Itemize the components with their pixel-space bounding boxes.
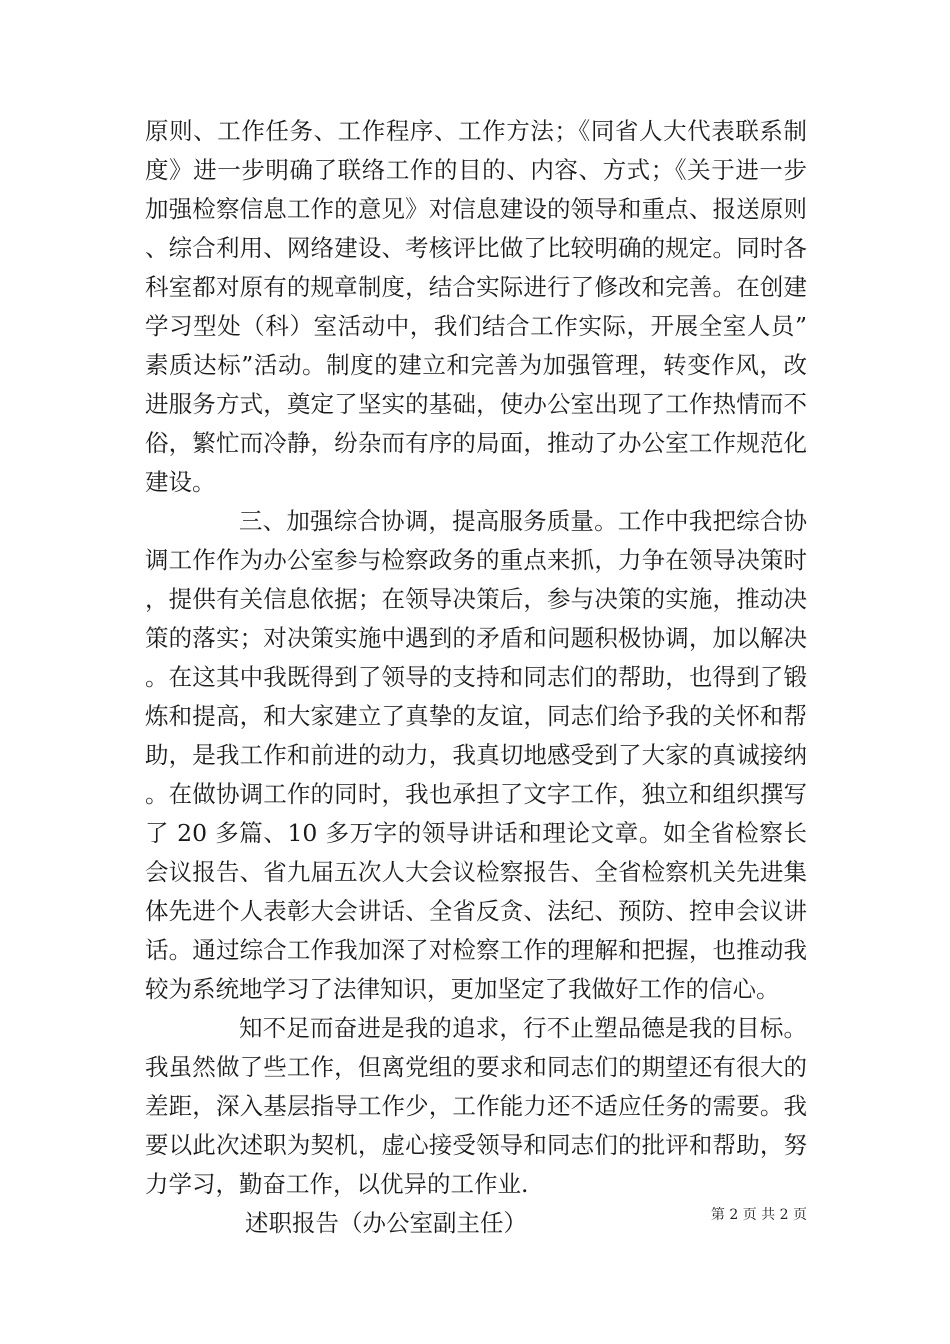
page-number: 第 2 页 共 2 页 xyxy=(710,1207,807,1223)
paragraph-conclusion: 知不足而奋进是我的追求，行不止塑品德是我的目标。我虽然做了些工作，但离党组的要求和同志们的期望还有很大的差距，深入基层指导工作少，工作能力还不适应任务的需要。我要以此次述职为契机，虚心接受领导和同志们的批评和帮助，努力学习，勤奋工作，以优异的工作业. xyxy=(145,1014,807,1198)
document-body xyxy=(145,112,807,1243)
paragraph-coordination: 三、加强综合协调，提高服务质量。工作中我把综合协调工作作为办公室参与检察政务的重点来抓，力争在领导决策时，提供有关信息依据；在领导决策后，参与决策的实施，推动决策的落实；对决策实施中遇到的矛盾和问题积极协调，加以解决。在这其中我既得到了领导的支持和同志们的帮助，也得到了锻炼和提高，和大家建立了真挚的友谊，同志们给予我的关怀和帮助，是我工作和前进的动力，我真切地感受到了大家的真诚接纳。在做协调工作的同时，我也承担了文字工作，独立和组织撰写了 20 多篇、10 多万字的领导讲话和理论文章。如全省检察长会议报告、省九届五次人大会议检察报告、全省检察机关先进集体先进个人表彰大会讲话、全省反贪、法纪、预防、控申会议讲话。通过综合工作我加深了对检察工作的理解和把握，也推动我较为系统地学习了法律知识，更加坚定了我做好工作的信心。 xyxy=(145,507,807,1003)
paragraph-rules: 原则、工作任务、工作程序、工作方法；《同省人大代表联系制度》进一步明确了联络工作的目的、内容、方式；《关于进一步加强检察信息工作的意见》对信息建设的领导和重点、报送原则、综合利用、网络建设、考核评比做了比较明确的规定。同时各科室都对原有的规章制度，结合实际进行了修改和完善。在创建学习型处（科）室活动中，我们结合工作实际，开展全室人员”素质达标”活动。制度的建立和完善为加强管理，转变作风，改进服务方式，奠定了坚实的基础，使办公室出现了工作热情而不俗，繁忙而冷静，纷杂而有序的局面，推动了办公室工作规范化建设。 xyxy=(145,117,807,496)
closing-title: 述职报告（办公室副主任） xyxy=(245,1209,527,1237)
